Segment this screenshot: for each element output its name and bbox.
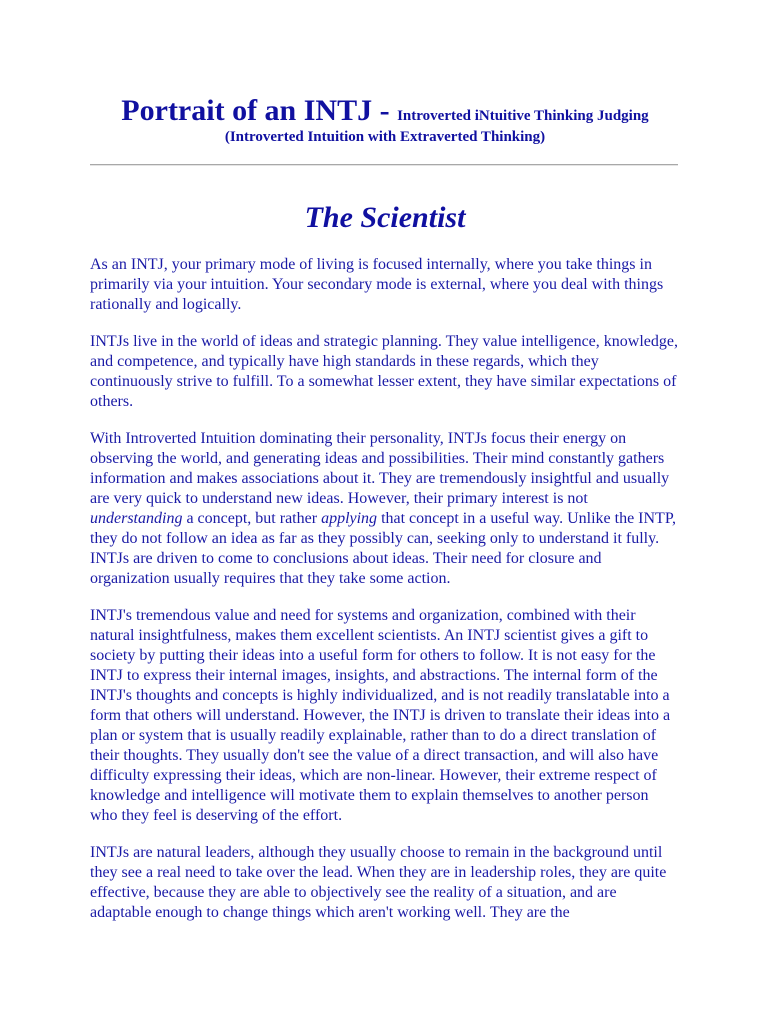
paragraph-2: INTJs live in the world of ideas and strategic planning. They value intelligence, knowledge, and competence, and typically have high standards in these regards, which they continuously strive to fulfill. To a somewhat lesser extent, they have similar expectations of others. xyxy=(90,333,678,410)
paragraph-3-text-b: a concept, but rather xyxy=(182,510,322,527)
emphasis-applying: applying xyxy=(321,510,378,527)
page-title: Portrait of an INTJ - xyxy=(121,94,398,127)
paragraph-1: As an INTJ, your primary mode of living is focused internally, where you take things in primarily via your intuition. Your secondary mode is external, where you deal with things rationally and logically. xyxy=(90,256,664,313)
page-header xyxy=(90,93,680,146)
section-heading: The Scientist xyxy=(304,201,466,234)
title-expansion: Introverted iNtuitive Thinking Judging xyxy=(397,108,649,124)
paragraph-3-text-a: With Introverted Intuition dominating their personality, INTJs focus their energy on observing the world, and generating ideas and possibilities. Their mind constantly gathers information and makes associations about it. They are tremendously insightful and usually are very quick to understand new ideas. However, their primary interest is not xyxy=(90,430,670,507)
horizontal-rule xyxy=(90,164,678,166)
paragraph-3-text-c: that concept in a useful way. Unlike the INTP, they do not follow an idea as far as they possibly can, seeking only to understand it fully. INTJs are driven to come to conclusions about ideas. Their need for closure and organization usually requires that they take some action. xyxy=(90,510,676,587)
paragraph-4: INTJ's tremendous value and need for systems and organization, combined with their natural insightfulness, makes them excellent scientists. An INTJ scientist gives a gift to society by putting their ideas into a useful form for others to follow. It is not easy for the INTJ to express their internal images, insights, and abstractions. The internal form of the INTJ's thoughts and concepts is highly individualized, and is not readily translatable into a form that others will understand. However, the INTJ is driven to translate their ideas into a plan or system that is usually readily explainable, rather than to do a direct translation of their thoughts. They usually don't see the value of a direct transaction, and will also have difficulty expressing their ideas, which are non-linear. However, their extreme respect of knowledge and intelligence will motivate them to explain themselves to another person who they feel is deserving of the effort. xyxy=(90,607,671,824)
paragraph-3 xyxy=(90,429,680,589)
paragraph-5: INTJs are natural leaders, although they usually choose to remain in the background until they see a real need to take over the lead. When they are in leadership roles, they are quite effective, because they are able to objectively see the reality of a situation, and are adaptable enough to change things which aren't working well. They are the xyxy=(90,844,667,921)
emphasis-understanding: understanding xyxy=(90,510,183,527)
body-text xyxy=(90,255,680,940)
page-subtitle: (Introverted Intuition with Extraverted Thinking) xyxy=(224,129,546,145)
